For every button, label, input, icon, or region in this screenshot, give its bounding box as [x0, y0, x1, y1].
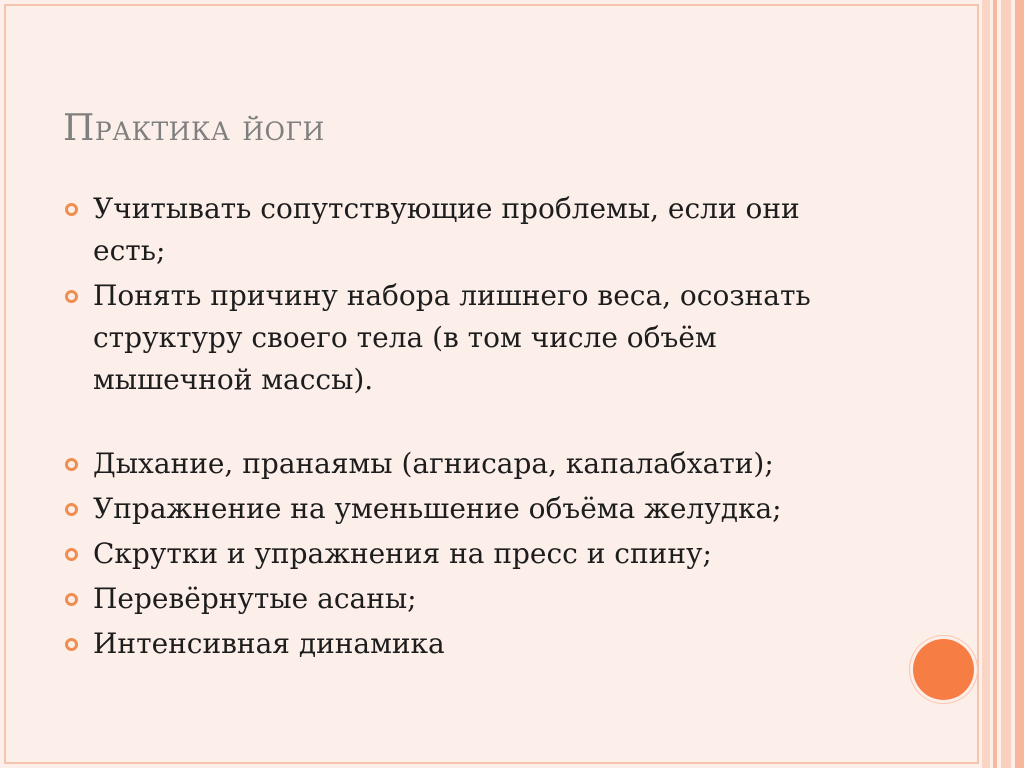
bullet-item — [64, 188, 864, 272]
ring-bullet-icon — [65, 290, 78, 303]
bullet-text: Учитывать сопутствующие проблемы, если они есть; — [93, 192, 800, 267]
ring-bullet-icon — [65, 458, 78, 471]
decorative-stripe — [982, 0, 990, 768]
bullet-item — [64, 488, 864, 530]
ring-bullet-icon — [65, 503, 78, 516]
bullet-text: Понять причину набора лишнего веса, осознать структуру своего тела (в том числе объём мышечной массы). — [93, 279, 811, 396]
bullet-list — [64, 188, 864, 668]
orange-circle-icon — [913, 639, 974, 700]
bullet-item — [64, 275, 864, 401]
bullet-item — [64, 578, 864, 620]
bullet-text: Интенсивная динамика — [93, 627, 445, 660]
bullet-text: Скрутки и упражнения на пресс и спину; — [93, 537, 712, 570]
bullet-item — [64, 443, 864, 485]
decorative-stripe — [1015, 0, 1024, 768]
bullet-item — [64, 623, 864, 665]
ring-bullet-icon — [65, 548, 78, 561]
ring-bullet-icon — [65, 593, 78, 606]
ring-bullet-icon — [65, 203, 78, 216]
bullet-text: Дыхание, пранаямы (агнисара, капалабхати); — [93, 447, 774, 480]
ring-bullet-icon — [65, 638, 78, 651]
bullet-item — [64, 533, 864, 575]
decorative-stripe — [1001, 0, 1011, 768]
decorative-stripe — [993, 0, 997, 768]
slide-title: Практика йоги — [63, 108, 325, 149]
bullet-text: Перевёрнутые асаны; — [93, 582, 417, 615]
bullet-text: Упражнение на уменьшение объёма желудка; — [93, 492, 782, 525]
